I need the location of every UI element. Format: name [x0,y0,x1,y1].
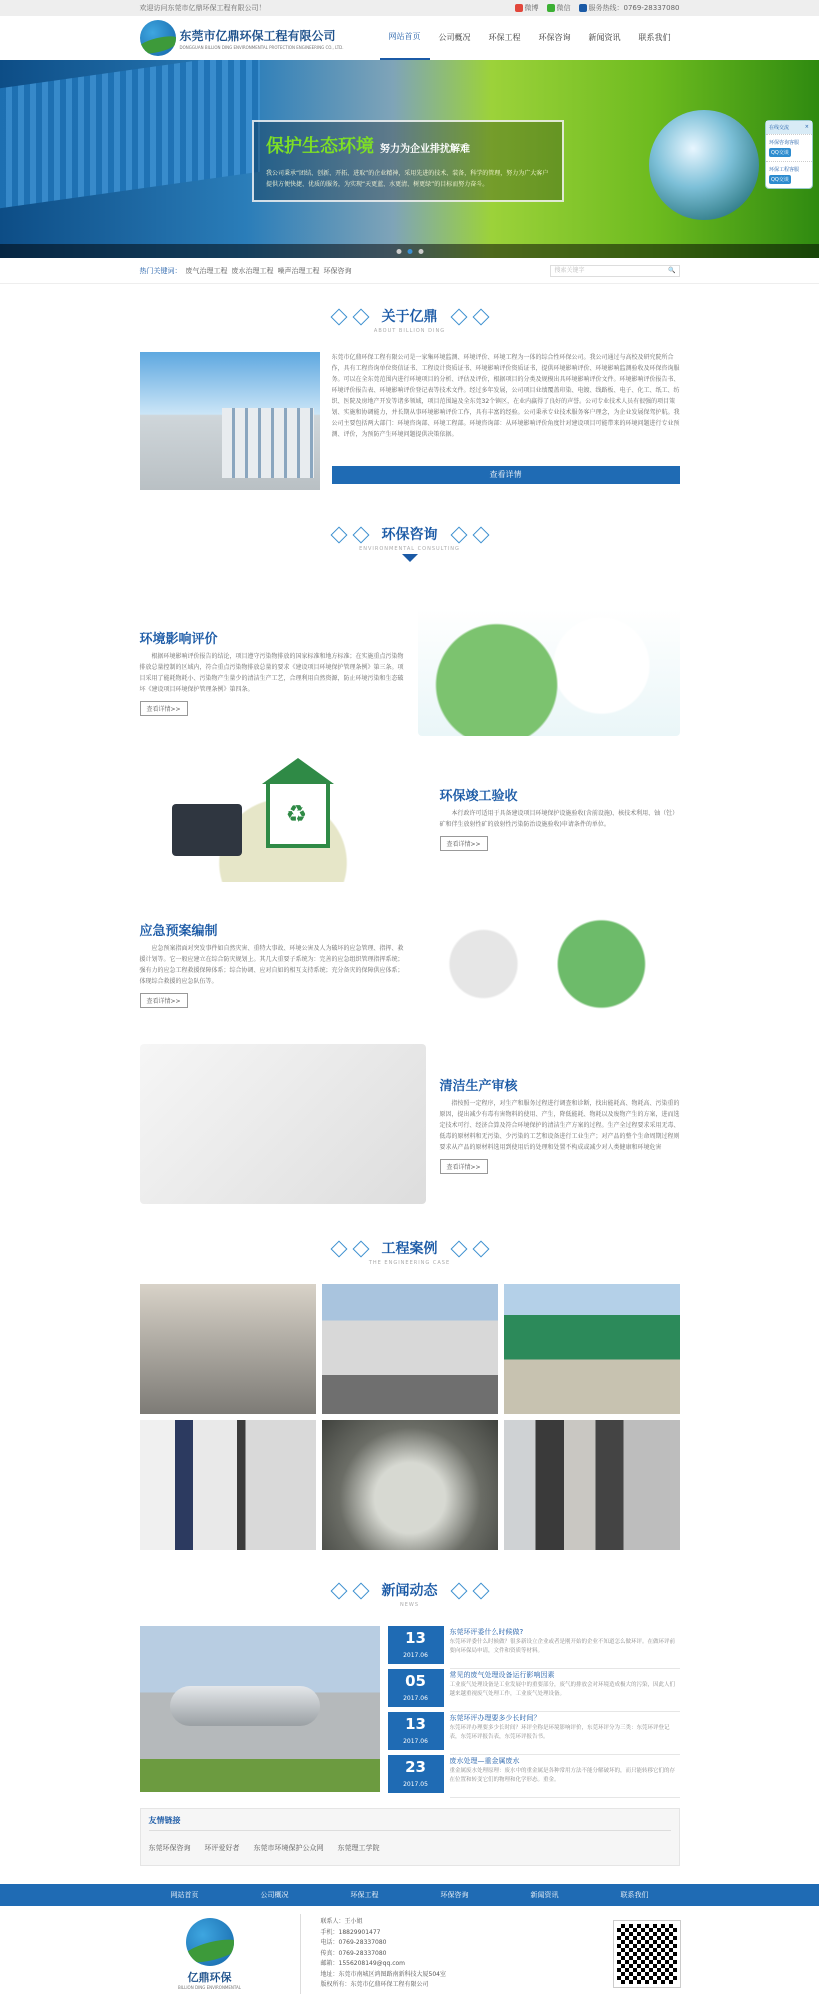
emergency-plan-illustration [418,900,680,1028]
case-photo[interactable] [322,1284,498,1414]
news-list [388,1626,680,1796]
company-building-image [140,352,320,490]
about-text: 东莞市亿鼎环保工程有限公司是一家集环境监测、环境评价、环境工程为一体的综合性环保公司。我公司通过与高校及研究院所合作，具有工程咨询单位资信证书、工程设计资质证书、环境影响评价资质证书，提供环境影响评价、环境影响监测验收及环保咨询服务。可以在全东莞范围内进行环境项目的分析、评估及评价，根据项目的分类及规模出具环境影响评价文件。环境影响评价报告书、环境评价报告表、环境影响评价登记表等技术文件。经过多年发展，公司项目业绩覆盖印染、电镀、线路板、电子、化工、纸工、纺织、医院及房地产开发等诸多领域，项目范围遍及全东莞32个镇区，在业内赢得了良好的声誉。公司专业技术人员有很强的项目策划、实施和协调能力，并长期从事环境影响评价工作，具有丰富的经验。公司秉承专业技术服务客户理念，为企业发展保驾护航。我公司主要包括两大部门：环境咨询部、环境工程部。环境咨询部：从环境影响评价角度针对建设项目可能带来的环境问题进行专业预测、评价，为预防产生环境问题提供决策依据。 [331,354,680,438]
news-featured-image[interactable] [140,1626,380,1792]
contact-person: 联系人：王小姐 [320,1918,363,1926]
hero-banner[interactable] [0,60,819,258]
acceptance-illustration [140,754,426,882]
footer-nav-engineering[interactable]: 环保工程 [350,1891,379,1899]
online-service-panel [765,120,813,189]
news-title[interactable]: 东莞环评办理要多少长时间？ [449,1714,541,1722]
banner-caption [252,120,564,202]
keyword-link[interactable]: 环保咨询 [323,267,352,275]
welcome-text: 欢迎访问东莞市亿鼎环保工程有限公司！ [139,4,266,12]
news-date-badge: 13 2017.06 [388,1712,444,1750]
news-section [140,1626,680,1796]
nav-engineering[interactable]: 环保工程 [488,33,521,42]
nav-news[interactable]: 新闻资讯 [588,33,621,42]
news-item[interactable] [388,1755,680,1798]
keyword-link[interactable]: 噪声治理工程 [277,267,320,275]
recycle-house-icon: ♻ [266,784,330,848]
qq-chat-button[interactable]: QQ交谈 [771,150,789,156]
down-arrow-icon [402,554,418,562]
service-env-impact [140,602,680,742]
site-logo[interactable] [140,20,344,56]
section-heading: 关于亿鼎 [381,309,438,325]
friend-link[interactable]: 东莞环保咨询 [148,1844,191,1852]
contact-address: 地址：东莞市南城区鸿图路南新科技大厦504室 [320,1970,446,1978]
footer-logo-title: 亿鼎环保 [187,1971,232,1984]
search-input[interactable]: 搜索关键字 🔍 [550,265,680,277]
logo-icon [140,20,176,56]
banner-globe-image [649,110,759,220]
hot-keywords-label: 热门关键词： [139,267,182,275]
service-more-button[interactable]: 查看详情>> [140,993,188,1008]
case-photo[interactable] [140,1284,316,1414]
about-section-title [140,306,680,352]
service-title: 清洁生产审核 [439,1078,518,1094]
keyword-link[interactable]: 废水治理工程 [231,267,274,275]
footer-nav-contact[interactable]: 联系我们 [620,1891,649,1899]
news-summary: 东莞环评委什么时候做？很多新设立企业或者是刚开始的企业不知道怎么做环评。在做环评前要向环保局申请，文件和资质等材料。 [449,1639,676,1654]
case-photo[interactable] [504,1420,680,1550]
footer-divider [300,1914,301,1994]
news-summary: 重金属废水处理原理：废水中的重金属是各种常用方法不能分解破坏的，而只能转移它们的存在位置和转变它们的物理和化学形态。重金。 [449,1768,676,1783]
slider-dots [396,249,423,254]
news-date-badge: 05 2017.06 [388,1669,444,1707]
about-more-button[interactable]: 查看详情 [332,466,680,484]
service-text: 根据环境影响评价报告的结论，项目遵守污染物排放的国家标准和地方标准；在实施重点污染物排放总量控制的区域内，符合重点污染物排放总量的要求《建设项目环境保护管理条例》第三条。项目采用了能耗物耗小、污染物产生量少的清洁生产工艺，合理利用自然资源，防止环境污染和生态破坏《建设项目环境保护管理条例》第四条。 [139,653,404,693]
banner-text: 我公司秉承“团结、创新、开拓、进取”的企业精神，采用先进的技术、装备，科学的管理，努力为广大客户提供方便快捷、优质的服务，为实现“天更蓝、水更清、树更绿”的目标而努力奋斗。 [266,170,549,188]
slider-dot[interactable] [418,249,423,254]
friend-link[interactable]: 东莞市环境保护公众网 [253,1844,324,1852]
footer [0,1906,819,2000]
contact-info [321,1917,614,1991]
footer-nav-home[interactable]: 网站首页 [170,1891,199,1899]
section-heading: 工程案例 [381,1241,438,1257]
briefcase-icon [172,804,242,856]
slider-dot-active[interactable] [407,249,412,254]
logo-title: 东莞市亿鼎环保工程有限公司 [179,28,336,43]
service-title: 环保竣工验收 [439,789,518,804]
cases-section-title [140,1238,680,1284]
wechat-icon [547,4,555,12]
news-date-badge: 23 2017.05 [388,1755,444,1793]
section-subheading: THE ENGINEERING CASE [368,1260,451,1266]
contact-mobile: 手机：18829901477 [320,1928,381,1936]
news-date-badge: 13 2017.06 [388,1626,444,1664]
clean-audit-photo [140,1044,426,1204]
case-gallery [140,1284,680,1550]
close-icon[interactable]: × [804,124,809,130]
news-title[interactable]: 常见的废气处理设备运行影响因素 [449,1671,555,1679]
service-emergency [140,894,680,1034]
friend-links-title: 友情链接 [149,1815,671,1831]
main-nav [380,16,680,60]
footer-nav-news[interactable]: 新闻资讯 [530,1891,559,1899]
about-section [140,352,680,494]
contact-phone: 电话：0769-28337080 [320,1939,387,1947]
qr-code [614,1921,680,1987]
friend-links [140,1808,680,1866]
search-icon[interactable]: 🔍 [668,267,676,274]
phone-icon [579,4,587,12]
service-label: 环保咨询客服 [769,140,800,146]
section-heading: 新闻动态 [381,1583,438,1599]
online-panel-title: 在线交流 [769,125,790,131]
copyright: 版权所有：东莞市亿鼎环保工程有限公司 [320,1981,429,1989]
logo-icon [186,1918,234,1966]
banner-pipes-image [0,60,260,208]
service-text: 本行政许可适用于具备建设项目环境保护设施验收(含前设施)、核技术利用、铀（钍）矿和伴生放射性矿的放射性污染防治设施验收)申请条件的单位。 [439,810,679,828]
section-subheading: ENVIRONMENTAL CONSULTING [359,546,460,552]
service-more-button[interactable]: 查看详情>> [440,1159,488,1174]
news-summary: 东莞环评办理要多少长时间？环评全称是环境影响评价，东莞环评分为三类：东莞环评登记表，东莞环评报告表，东莞环评报告书。 [449,1725,670,1740]
news-item[interactable] [388,1669,680,1712]
service-more-button[interactable]: 查看详情>> [440,836,488,851]
hotline: 服务热线：0769-28337080 [579,0,680,16]
footer-logo-subtitle: BILLION DING ENVIRONMENTAL [177,1985,242,1990]
nav-contact[interactable]: 联系我们 [638,33,671,42]
friend-link[interactable]: 东莞理工学院 [337,1844,380,1852]
nav-home[interactable]: 网站首页 [380,16,430,60]
service-label: 环保工程客服 [769,167,800,173]
footer-nav-about[interactable]: 公司概况 [260,1891,289,1899]
keyword-link[interactable]: 废气治理工程 [185,267,228,275]
banner-subheadline: 努力为企业排扰解难 [380,144,470,155]
footer-nav-consulting[interactable]: 环保咨询 [440,1891,469,1899]
qq-chat-button[interactable]: QQ交谈 [771,177,789,183]
section-subheading: ABOUT BILLION DING [373,328,446,334]
consult-section-title [140,524,680,586]
service-title: 环境影响评价 [139,632,218,647]
service-title: 应急预案编制 [139,924,218,939]
service-acceptance [140,748,680,888]
env-impact-illustration [418,608,680,736]
news-section-title [140,1580,680,1626]
service-text: 应急预案指面对突发事件如自然灾害、重特大事故、环境公害及人为破坏的应急管理、指挥、救援计划等。它一般应建立在综合防灾规划上。其几大重要子系统为：完善的应急组织管理指挥系统；强有力的应急工程救援保障体系；综合协调、应对自如的相互支持系统；充分备灾的保障供应体系；体现综合救援的应急队伍等。 [139,945,404,985]
news-summary: 工业废气处理设备是工业发展中的重要部分，废气的排放会对环境造成极大的污染，因此人们越来越重视废气处理工作，工业废气处理设备。 [449,1682,676,1697]
contact-email: 邮箱：1556208149@qq.com [320,1960,406,1968]
weibo-icon [515,4,523,12]
friend-link[interactable]: 环评爱好者 [204,1844,240,1852]
banner-headline: 保护生态环境 [266,136,374,157]
weibo-link[interactable]: 微博 [515,0,539,16]
case-photo[interactable] [140,1420,316,1550]
service-text: 指按照一定程序，对生产和服务过程进行调查和诊断，找出能耗高、物耗高、污染重的原因，提出减少有毒有害物料的使用、产生，降低能耗、物耗以及废物产生的方案，进而选定技术可行、经济合算及符合环境保护的清洁生产方案的过程。生产全过程要求采用无毒、低毒的原材料和无污染、少污染的工艺和设备进行工业生产；对产品的整个生命周期过程则要求从产品的原材料选用到使用后的处理和处置不构成或减少对人类健康和环境危害 [439,1099,680,1151]
service-clean-production [140,1040,680,1208]
news-title[interactable]: 东莞环评委什么时候做? [449,1628,524,1636]
case-photo[interactable] [322,1420,498,1550]
news-item[interactable] [388,1712,680,1755]
section-subheading: NEWS [399,1602,420,1608]
news-title[interactable]: 废水处理—重金属废水 [449,1757,520,1765]
footer-nav [0,1884,819,1906]
news-item[interactable] [388,1626,680,1669]
hot-keywords-bar [0,258,819,284]
header [0,16,819,60]
section-heading: 环保咨询 [381,527,438,543]
service-more-button[interactable]: 查看详情>> [140,701,188,716]
nav-consulting[interactable]: 环保咨询 [538,33,571,42]
nav-about[interactable]: 公司概况 [438,33,471,42]
slider-dot[interactable] [396,249,401,254]
top-bar [0,0,819,16]
footer-logo [140,1918,280,1990]
logo-subtitle: DONGGUAN BILLION DING ENVIRONMENTAL PROTECTION ENGINEERING CO., LTD. [179,44,344,50]
wechat-link[interactable]: 微信 [547,0,571,16]
contact-fax: 传真：0769-28337080 [320,1949,387,1957]
case-photo[interactable] [504,1284,680,1414]
